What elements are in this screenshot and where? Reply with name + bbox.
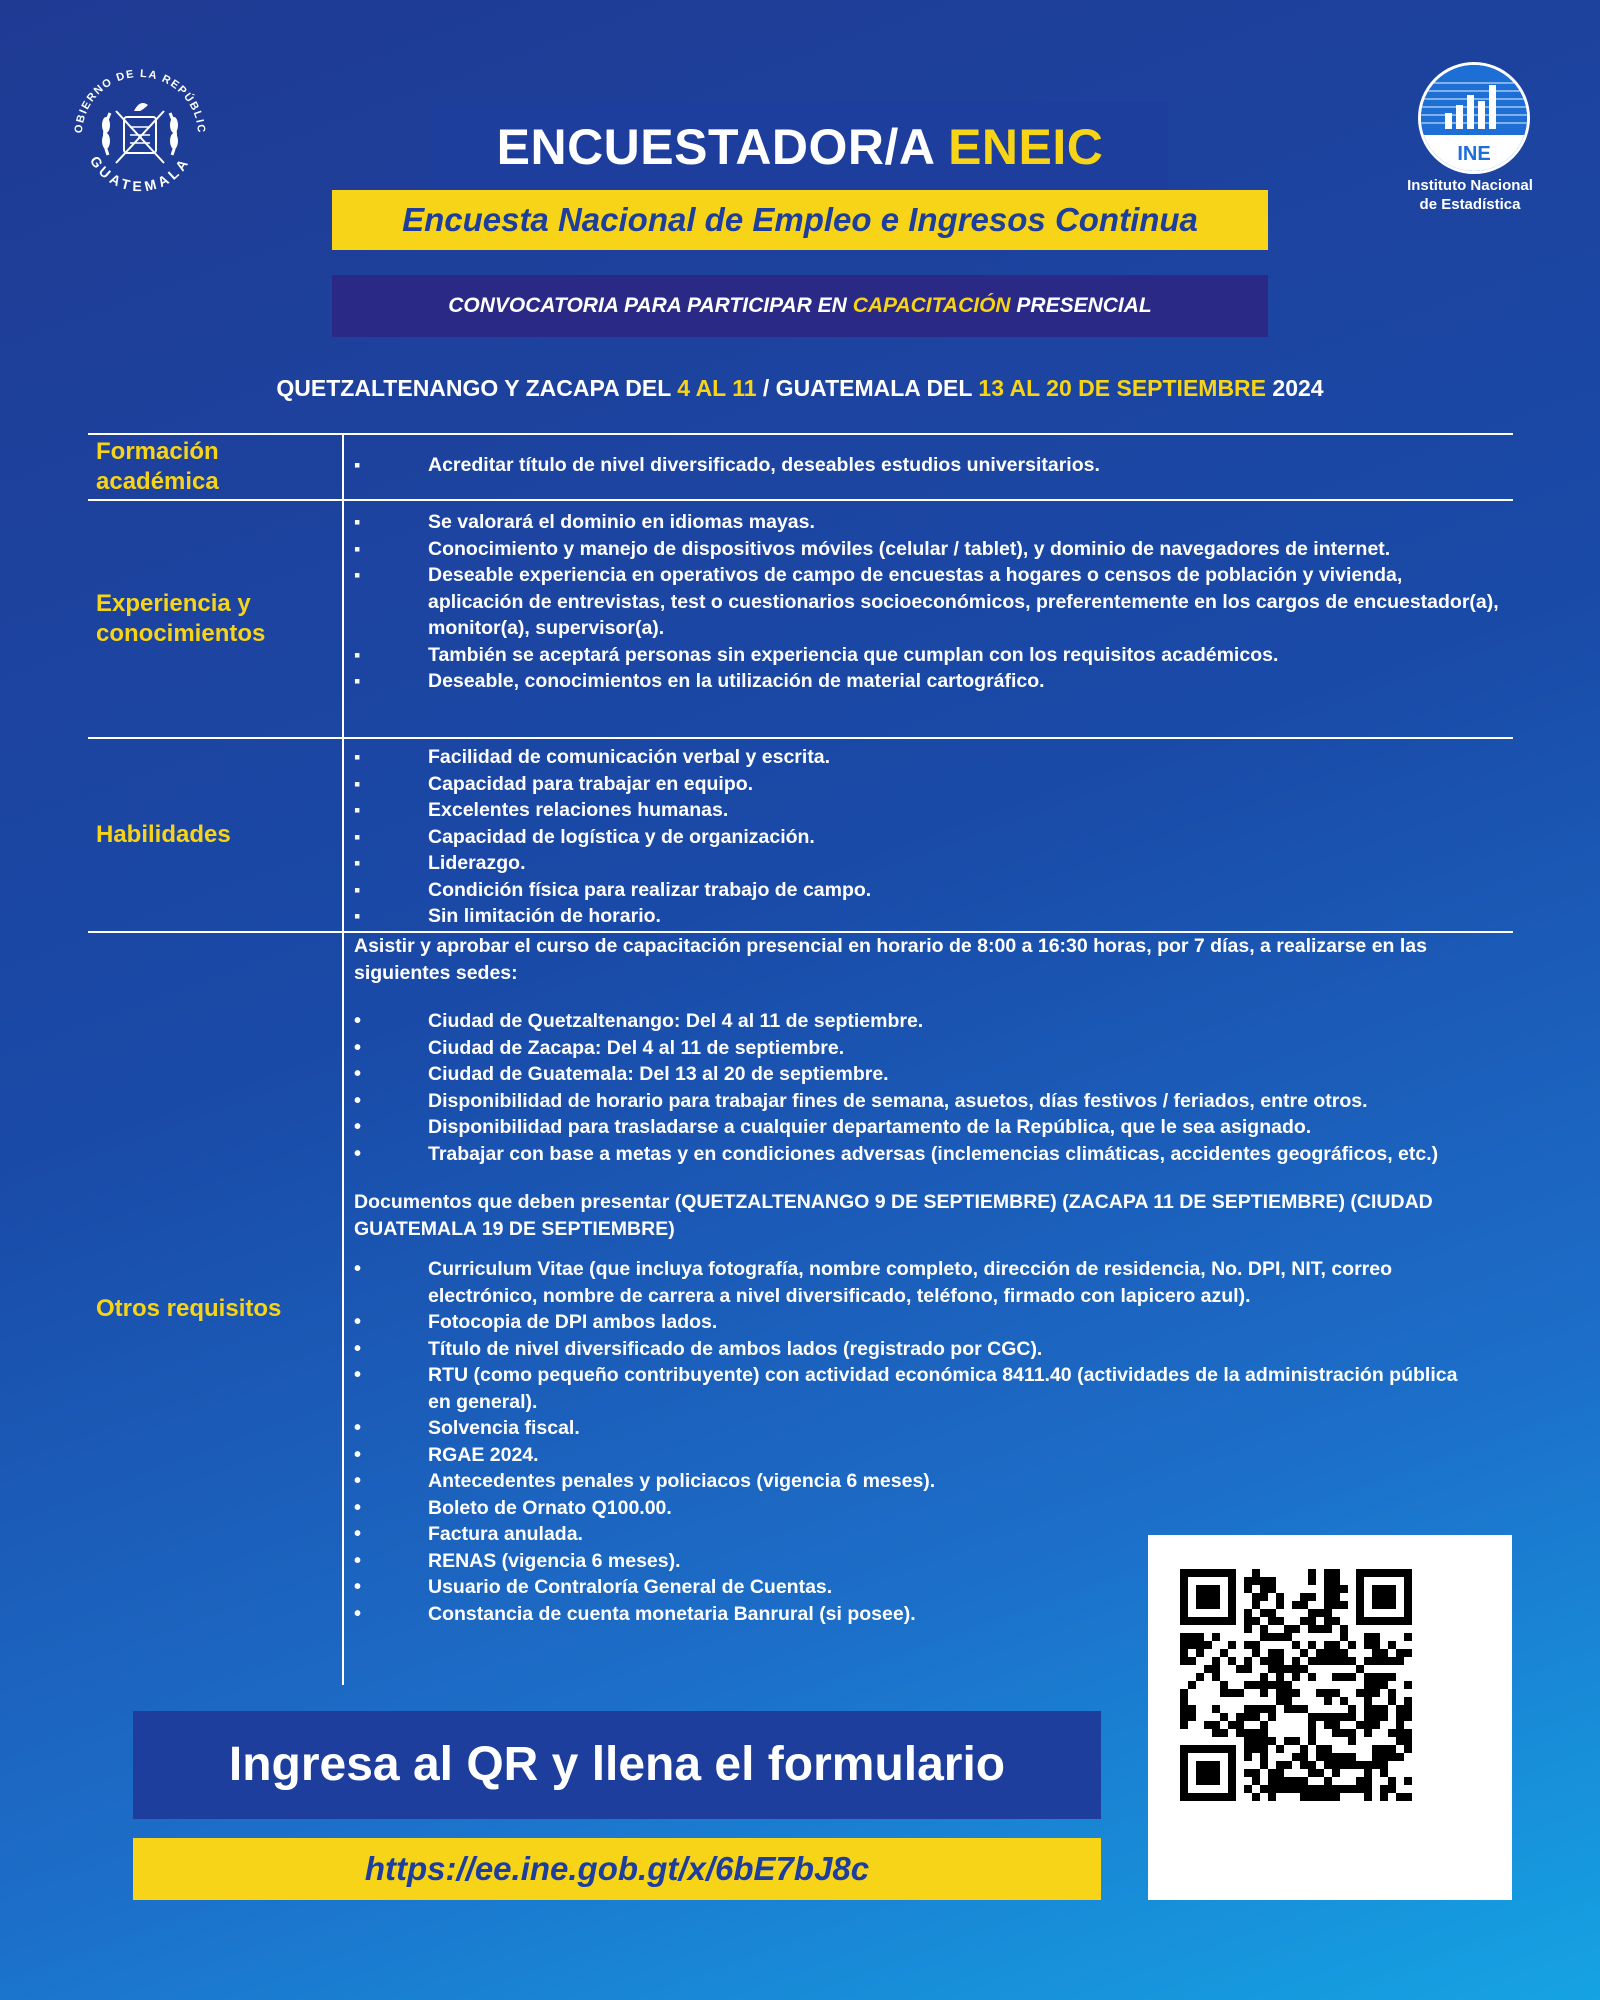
title-part1: ENCUESTADOR/A xyxy=(496,119,949,175)
list-item: • Ciudad de Quetzaltenango: Del 4 al 11 de septiembre. xyxy=(354,1008,1513,1035)
ine-logo xyxy=(1418,62,1530,174)
list-item: ▪ Sin limitación de horario. xyxy=(354,903,1503,930)
row-label-experiencia: Experiencia y conocimientos xyxy=(88,501,344,737)
row-experiencia xyxy=(88,499,1513,737)
list-item: • Boleto de Ornato Q100.00. xyxy=(354,1495,1484,1522)
list-item: ▪ Conocimiento y manejo de dispositivos móviles (celular / tablet), y dominio de navegadores de internet. xyxy=(354,536,1503,563)
otros-sedes-list xyxy=(354,1008,1513,1167)
qr-code[interactable] xyxy=(1148,1535,1512,1900)
list-item: ▪ También se aceptará personas sin experiencia que cumplan con los requisitos académicos. xyxy=(354,642,1503,669)
subtitle: Encuesta Nacional de Empleo e Ingresos Continua xyxy=(402,201,1198,238)
list-item: ▪ Deseable experiencia en operativos de campo de encuestas a hogares o censos de población y vivienda, aplicación de entrevistas, test o cuestionarios socioeconómicos, preferentemente en los cargos de encuestador(a), monitor(a), supervisor(a). xyxy=(354,562,1503,642)
list-item: ▪ Acreditar título de nivel diversificado, deseables estudios universitarios. xyxy=(354,452,1503,479)
requirements-table xyxy=(88,433,1513,1685)
convoc-part1: CONVOCATORIA PARA PARTICIPAR EN xyxy=(448,294,853,317)
dates-p5: 2024 xyxy=(1266,375,1324,401)
list-item: • Ciudad de Zacapa: Del 4 al 11 de septiembre. xyxy=(354,1035,1513,1062)
row-label-formacion: Formación académica xyxy=(88,435,344,499)
list-item: • Título de nivel diversificado de ambos lados (registrado por CGC). xyxy=(354,1336,1484,1363)
page-title xyxy=(432,102,1168,192)
dates-p3: / GUATEMALA DEL xyxy=(756,375,979,401)
ine-bar-chart-icon xyxy=(1421,65,1527,171)
seal-graphic xyxy=(60,55,220,215)
form-url-banner[interactable] xyxy=(133,1838,1101,1900)
list-item: • Usuario de Contraloría General de Cuentas. xyxy=(354,1574,1484,1601)
list-item: ▪ Capacidad de logística y de organización. xyxy=(354,824,1503,851)
list-item: ▪ Condición física para realizar trabajo de campo. xyxy=(354,877,1503,904)
convocatoria-banner xyxy=(332,275,1268,337)
dates-p1: QUETZALTENANGO Y ZACAPA DEL xyxy=(276,375,678,401)
list-item: ▪ Liderazgo. xyxy=(354,850,1503,877)
svg-text:GUATEMALA xyxy=(87,153,193,194)
dates-p2: 4 AL 11 xyxy=(677,375,757,401)
row-label-otros: Otros requisitos xyxy=(88,933,344,1685)
row-habilidades xyxy=(88,737,1513,931)
list-item: ▪ Se valorará el dominio en idiomas mayas. xyxy=(354,509,1503,536)
otros-docs-heading: Documentos que deben presentar (QUETZALTENANGO 9 DE SEPTIEMBRE) (ZACAPA 11 DE SEPTIEMBRE) (CIUDAD GUATEMALA 19 DE SEPTIEMBRE) xyxy=(354,1191,1433,1240)
list-item: ▪ Facilidad de comunicación verbal y escrita. xyxy=(354,744,1503,771)
dates-line xyxy=(40,375,1560,402)
guatemala-government-seal xyxy=(60,55,220,215)
cta-banner xyxy=(133,1711,1101,1819)
convoc-part3: PRESENCIAL xyxy=(1010,294,1152,317)
list-item: • RENAS (vigencia 6 meses). xyxy=(354,1548,1484,1575)
ine-name-line2: de Estadística xyxy=(1419,196,1521,213)
list-item: ▪ Excelentes relaciones humanas. xyxy=(354,797,1503,824)
row-body-experiencia xyxy=(344,501,1513,737)
svg-text:GOBIERNO DE LA REPÚBLICA xyxy=(60,55,207,134)
list-item: • Factura anulada. xyxy=(354,1521,1484,1548)
habilidades-list xyxy=(354,744,1503,930)
row-body-habilidades xyxy=(344,739,1513,931)
list-item: • RTU (como pequeño contribuyente) con actividad económica 8411.40 (actividades de la administración pública en general). xyxy=(354,1362,1484,1415)
row-formacion xyxy=(88,433,1513,499)
seal-text-bottom: GUATEMALA xyxy=(86,152,194,195)
row-label-habilidades: Habilidades xyxy=(88,739,344,931)
title-banner xyxy=(432,102,1168,192)
cta-text: Ingresa al QR y llena el formulario xyxy=(228,1738,1006,1791)
list-item: • Solvencia fiscal. xyxy=(354,1415,1484,1442)
list-item: • Curriculum Vitae (que incluya fotografía, nombre completo, dirección de residencia, No. DPI, NIT, correo electrónico, nombre de carrera a nivel diversificado, teléfono, firmado con lapicero azul). xyxy=(354,1256,1484,1309)
list-item: • Constancia de cuenta monetaria Banrural (si posee). xyxy=(354,1601,1484,1628)
form-url-link[interactable]: https://ee.ine.gob.gt/x/6bE7bJ8c xyxy=(364,1850,870,1887)
title-part2: ENEIC xyxy=(948,119,1104,175)
formacion-list xyxy=(354,452,1503,479)
ine-name-line1: Instituto Nacional xyxy=(1407,177,1533,194)
list-item: ▪ Capacidad para trabajar en equipo. xyxy=(354,771,1503,798)
list-item: • Antecedentes penales y policiacos (vigencia 6 meses). xyxy=(354,1468,1484,1495)
list-item: ▪ Deseable, conocimientos en la utilización de material cartográfico. xyxy=(354,668,1503,695)
experiencia-list xyxy=(354,509,1503,695)
otros-intro: Asistir y aprobar el curso de capacitación presencial en horario de 8:00 a 16:30 horas, por 7 días, a realizarse en las siguientes sedes: xyxy=(354,935,1427,984)
subtitle-banner xyxy=(332,190,1268,250)
qr-code-icon[interactable] xyxy=(1148,1535,1512,1900)
list-item: • Disponibilidad de horario para trabajar fines de semana, asuetos, días festivos / feriados, entre otros. xyxy=(354,1088,1513,1115)
list-item: • RGAE 2024. xyxy=(354,1442,1484,1469)
list-item: • Trabajar con base a metas y en condiciones adversas (inclemencias climáticas, accidentes geográficos, etc.) xyxy=(354,1141,1513,1168)
row-body-formacion xyxy=(344,435,1513,499)
ine-name xyxy=(1380,176,1560,214)
dates-p4: 13 AL 20 DE SEPTIEMBRE xyxy=(978,375,1267,401)
list-item: • Ciudad de Guatemala: Del 13 al 20 de septiembre. xyxy=(354,1061,1513,1088)
convocatoria-text xyxy=(332,275,1268,337)
seal-text-top: OBIERNO DE LA REPÚBLIC xyxy=(72,67,208,135)
ine-acronym: INE xyxy=(1457,143,1491,165)
convoc-part2: CAPACITACIÓN xyxy=(852,294,1011,317)
list-item: • Fotocopia de DPI ambos lados. xyxy=(354,1309,1484,1336)
list-item: • Disponibilidad para trasladarse a cualquier departamento de la República, que le sea asignado. xyxy=(354,1114,1513,1141)
